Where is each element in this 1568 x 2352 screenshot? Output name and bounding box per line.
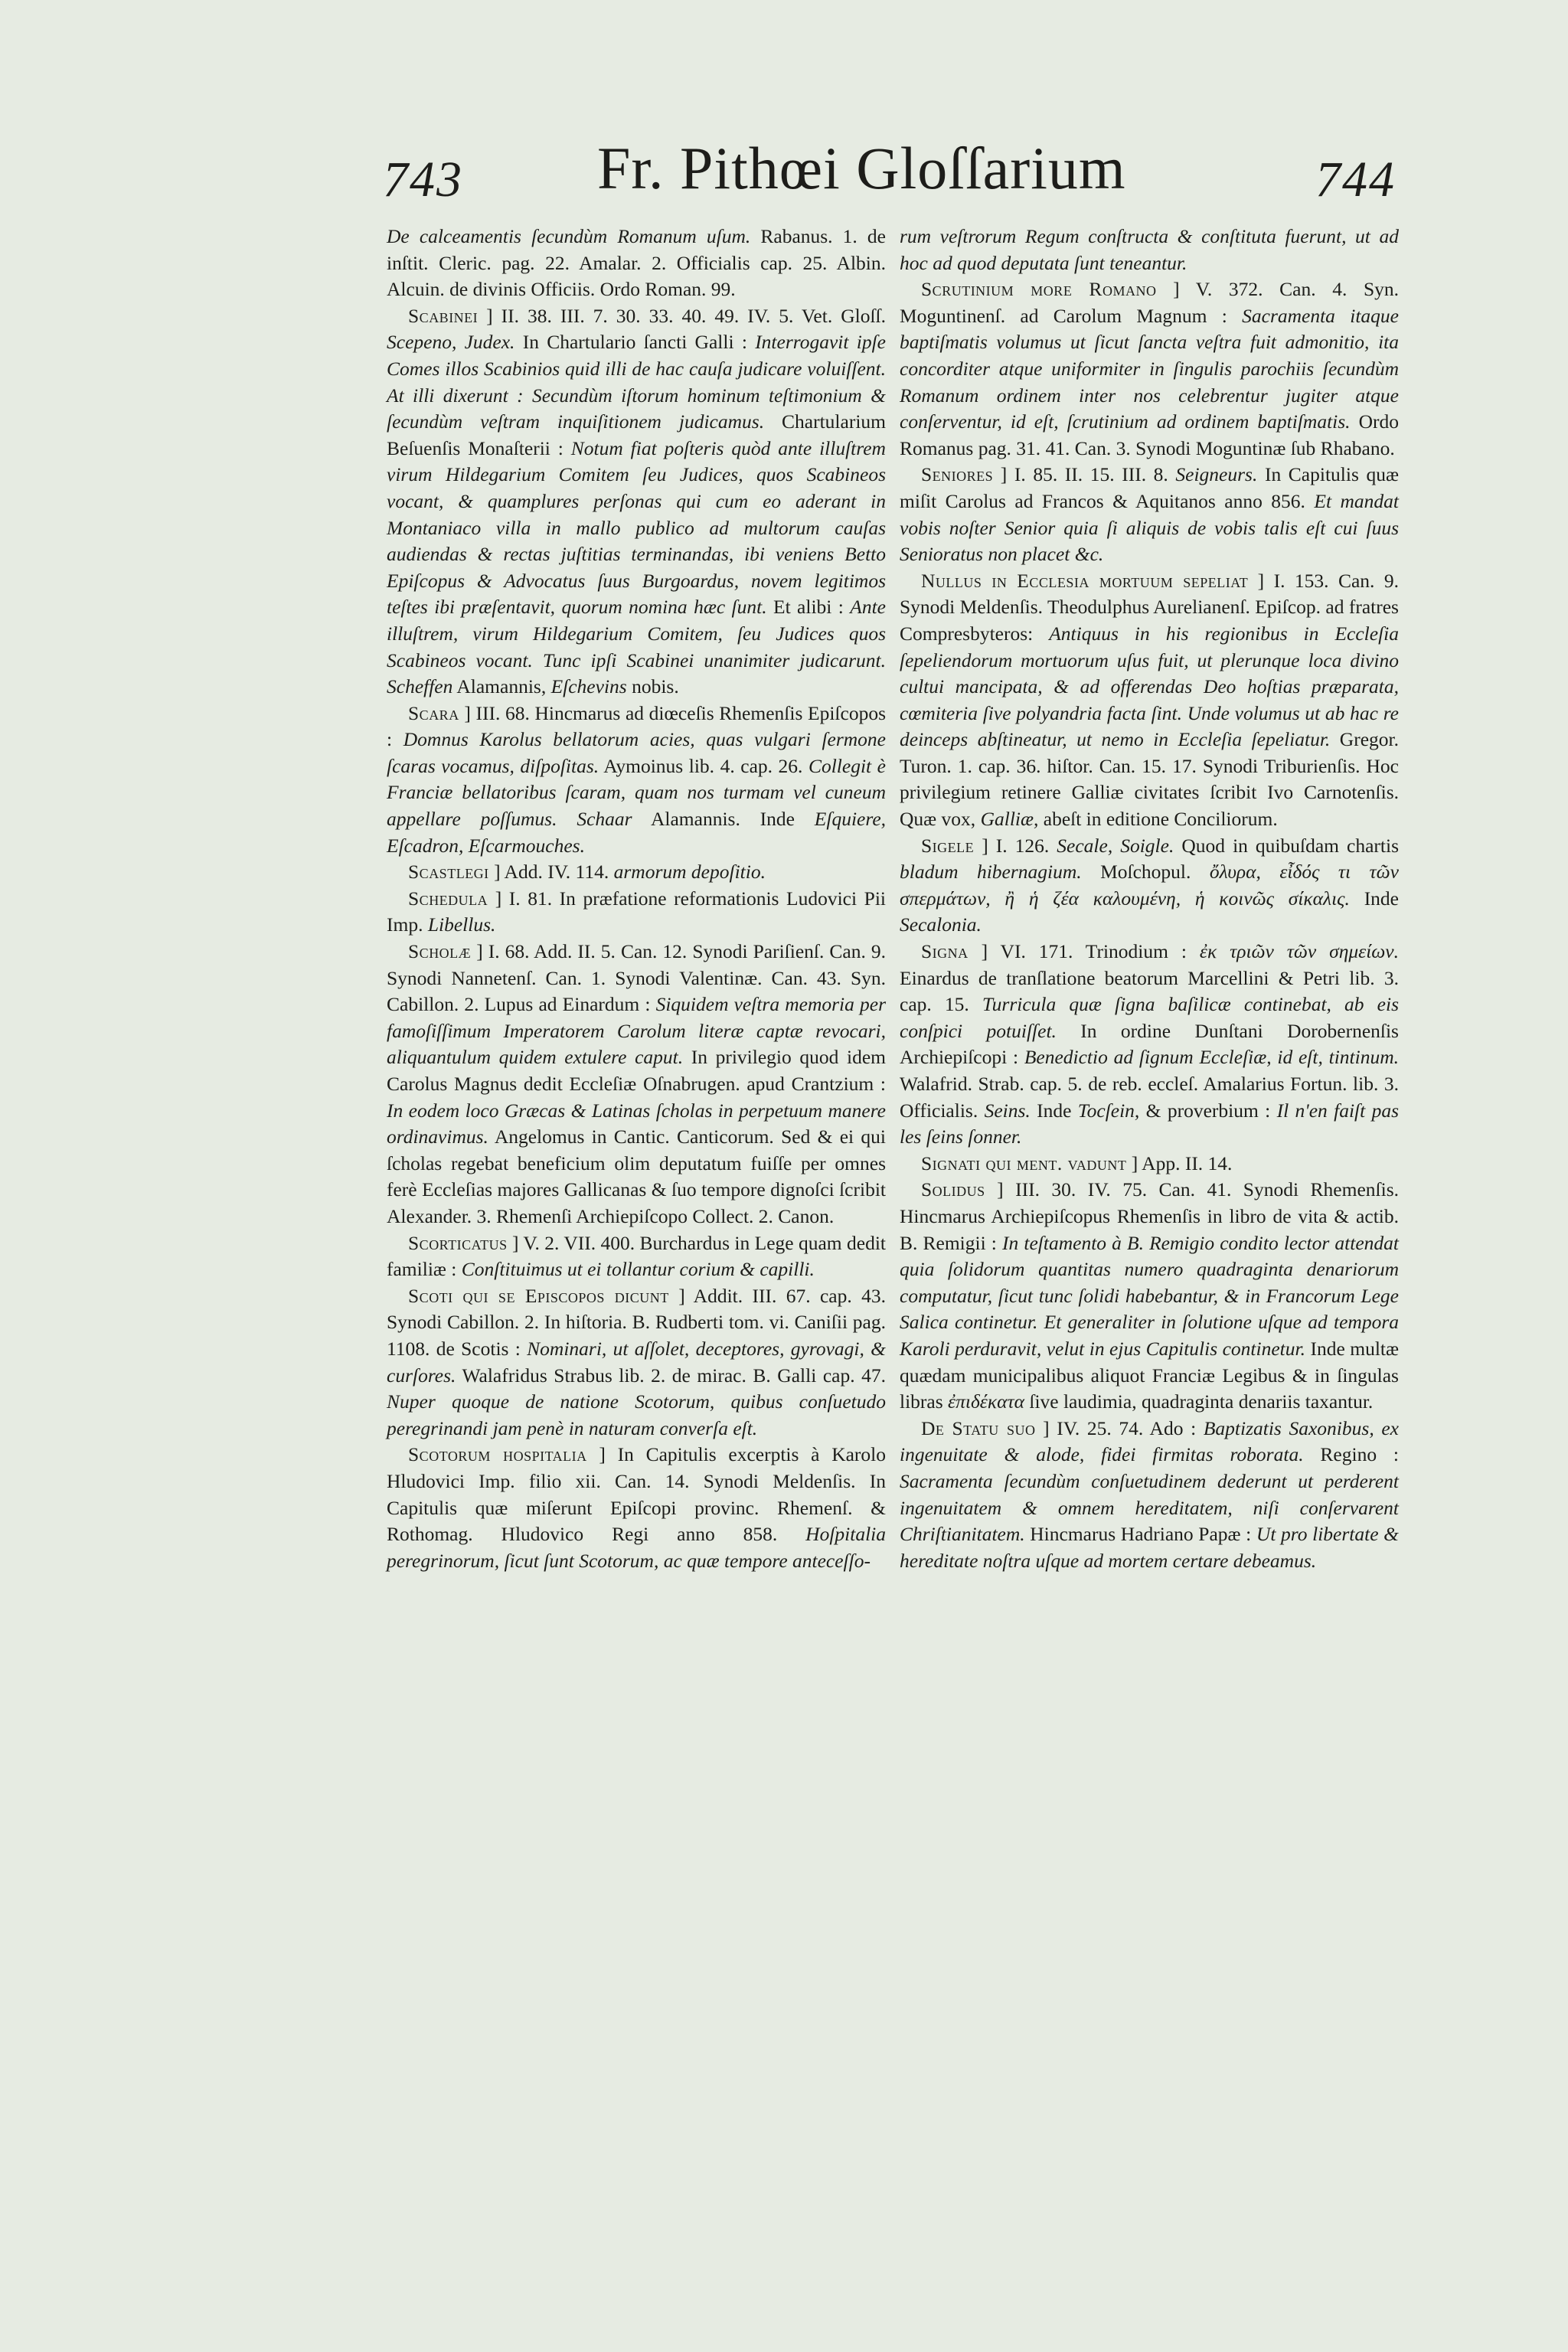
reference-text: Walafridus Strabus lib. 2. de mirac. B. Galli cap. 47. (456, 1364, 886, 1387)
quotation-text: Notum fiat poſteris quòd ante illuſtrem virum Hildegarium Comitem ſeu Judices, quos Scabineos vocant, & quamplures perſonas qui cum eo aderant in Montaniaco villa in mallo publico ad multorum cauſas audiendas & rectas juſtitias terminandas, ibi veniens Betto Epiſcopus & Advocatus ſuus Burgoardus, novem legitimos teſtes ibi præſentavit, quorum nomina hæc ſunt. (387, 436, 886, 619)
reference-text: Walafrid. Strab. cap. 5. de reb. eccleſ. Amalarius Fortun. lib. 3. Officialis. (900, 1073, 1399, 1122)
reference-text: ] App. II. 14. (1126, 1152, 1233, 1174)
reference-text: In ordine Dunſtani Dorobernenſis Archiepiſcopi : (900, 1019, 1399, 1069)
quotation-text: Hoſpitalia peregrinorum, ſicut ſunt Scotorum, ac quæ tempore anteceſſo- (387, 1523, 886, 1572)
reference-text: Alamannis. Inde (632, 808, 815, 831)
glossary-entry (387, 1230, 886, 1283)
quotation-text: Domnus Karolus bellatorum acies, quas vulgari ſermone ſcaras vocamus, diſpoſitas. (387, 728, 886, 777)
reference-text: ] In Capitulis excerptis à Karolo Hludovici Imp. filio xii. Can. 14. Synodi Meldenſis. In Capitulis quæ miſerunt Epiſcopi provinc. Rhemenſ. & Rothomag. Hludovico Regi anno 858. (387, 1443, 886, 1546)
reference-text: Hincmarus Hadriano Papæ : (1024, 1523, 1256, 1546)
glossary-entry (900, 1416, 1399, 1575)
entry-headword: Seniores (921, 463, 994, 486)
glossary-entry (387, 701, 886, 860)
quotation-text: Siquidem veſtra memoria per famoſiſſimum Imperatorem Carolum literæ captæ revocari, aliquantulum quidem extulere caput. (387, 993, 886, 1069)
quotation-text: Eſquiere, Eſcadron, Eſcarmouches. (387, 808, 887, 857)
entry-headword: Scholæ (408, 940, 472, 963)
entry-headword: Scara (408, 701, 459, 724)
reference-text: ] VI. 171. Trinodium : (968, 940, 1200, 963)
reference-text: Einardus de tranſlatione beatorum Marcellini & Petri lib. 3. cap. 15. (900, 966, 1399, 1016)
reference-text: ] Add. IV. 114. (488, 861, 614, 884)
reference-text: ] III. 68. Hincmarus ad diœceſis Rhemenſis Epiſcopos : (387, 701, 886, 751)
quotation-text: ἐπιδέκατα (948, 1390, 1024, 1413)
quotation-text: Sacramenta ſecundùm conſuetudinem dederunt ut perderent ingenuitatem & omnem hereditatem, niſi conſervarent Chriſtianitatem. (900, 1469, 1399, 1546)
reference-text: ] I. 126. (974, 834, 1057, 857)
reference-text: In privilegio quod idem Carolus Magnus dedit Eccleſiæ Oſnabrugen. apud Crantzium : (387, 1046, 886, 1095)
right-column (900, 224, 1399, 1574)
quotation-text: bladum hibernagium. (900, 861, 1082, 884)
quotation-text: In teſtamento à B. Remigio condito lector attendat quia ſolidorum quantitas numero quadraginta denariorum computatur, ſicut tunc ſolidi habebantur, & in Francorum Lege Salica continetur. Et generaliter in ſolutione uſque ad tempora Karoli perduravit, velut in ejus Capitulis continetur. (900, 1231, 1399, 1360)
entry-continuation (900, 224, 1399, 276)
running-title: Fr. Pithœi Gloſſarium (597, 135, 1126, 201)
reference-text: Quod in quibuſdam chartis (1174, 834, 1400, 857)
page-number-right: 744 (1315, 152, 1396, 207)
left-column (387, 224, 886, 1574)
quotation-text: Seigneurs. (1175, 463, 1258, 486)
glossary-entry (900, 833, 1399, 939)
entry-headword: Scabinei (408, 304, 479, 327)
reference-text: nobis. (626, 675, 679, 698)
reference-text: Aymoinus lib. 4. cap. 26. (599, 754, 808, 777)
quotation-text: Ut pro libertate & hereditate noſtra uſque ad mortem certare debeamus. (900, 1523, 1400, 1572)
reference-text: ] II. 38. III. 7. 30. 33. 40. 49. IV. 5. Vet. Gloſſ. (478, 304, 886, 327)
quotation-text: Scepeno, Judex. (387, 331, 515, 354)
reference-text: In Chartulario ſancti Galli : (514, 331, 756, 354)
glossary-entry (387, 1283, 886, 1442)
quotation-text: Benedictio ad ſignum Eccleſiæ, id eſt, tintinum. (1024, 1046, 1399, 1069)
glossary-entry (387, 303, 886, 701)
glossary-entry (900, 568, 1399, 833)
entry-headword: Solidus (921, 1178, 985, 1201)
glossary-entry (900, 276, 1399, 462)
reference-text: Moſchopul. (1081, 861, 1210, 884)
reference-text: Ordo Romanus pag. 31. 41. Can. 3. Synodi Moguntinæ ſub Rhabano. (900, 410, 1399, 459)
quotation-text: Secalonia. (900, 913, 982, 936)
quotation-text: Scheffen (387, 675, 453, 698)
entry-headword: De Statu suo (921, 1416, 1036, 1439)
quotation-text: Collegit è Franciæ bellatoribus ſcaram, quam nos turmam vel cuneum appellare poſſumus. (387, 754, 886, 831)
reference-text: ] V. 372. Can. 4. Syn. Moguntinenſ. ad Carolum Magnum : (900, 278, 1399, 327)
reference-text: Inde (1030, 1099, 1078, 1122)
reference-text: Angelomus in Cantic. Canticorum. Sed & ei qui ſcholas regebat beneficium olim deputatum fuiſſe per omnes ferè Eccleſias majores Gallicanas & ſuo tempore dignoſci ſcribit Alexander. 3. Rhemenſi Archiepiſcopo Collect. 2. Canon. (387, 1125, 886, 1227)
quotation-text: Galliæ, (980, 808, 1039, 831)
quotation-text: Il n'en faiſt pas les ſeins ſonner. (900, 1099, 1399, 1148)
entry-headword: Signa (921, 940, 969, 963)
entry-headword: Scorticatus (408, 1231, 508, 1254)
entry-headword: Scrutinium more Romano (921, 278, 1157, 301)
glossary-entry (387, 859, 886, 886)
entry-headword: Signati qui ment. vadunt (921, 1152, 1127, 1174)
reference-text: Chartularium Beſuenſis Monaſterii : (387, 410, 886, 459)
reference-text: Gregor. Turon. 1. cap. 36. hiſtor. Can. 15. 17. Synodi Triburienſis. Hoc privilegium retinere Galliæ civitates ſcribit Ivo Carnotenſis. Quæ vox, (900, 728, 1399, 831)
reference-text: ] IV. 25. 74. Ado : (1035, 1416, 1204, 1439)
entry-headword: Scoti qui se Episcopos dicunt (408, 1284, 669, 1307)
entry-headword: Sigele (921, 834, 975, 857)
reference-text: ] I. 68. Add. II. 5. Can. 12. Synodi Pariſienſ. Can. 9. Synodi Nannetenſ. Can. 1. Synodi Valentinæ. Can. 43. Syn. Cabillon. 2. Lupus ad Einardum : (387, 940, 886, 1016)
entry-continuation (387, 224, 886, 303)
reference-text: ] I. 153. Can. 9. Synodi Meldenſis. Theodulphus Aurelianenſ. Epiſcop. ad fratres Compresbyteros: (900, 569, 1399, 645)
reference-text: Rabanus. 1. de inſtit. Cleric. pag. 22. Amalar. 2. Officialis cap. 25. Albin. Alcuin. de divinis Officiis. Ordo Roman. 99. (387, 225, 886, 301)
quotation-text: Tocſein, (1077, 1099, 1140, 1122)
quotation-text: rum veſtrorum Regum conſtructa & conſtituta fuerunt, ut ad hoc ad quod deputata ſunt teneantur. (900, 225, 1399, 274)
reference-text: Inde (1349, 887, 1399, 910)
reference-text: & proverbium : (1139, 1099, 1277, 1122)
quotation-text: Secale, Soigle. (1057, 834, 1174, 857)
reference-text: In Capitulis quæ miſit Carolus ad Francos & Aquitanos anno 856. (900, 463, 1399, 512)
quotation-text: Conſtituimus ut ei tollantur corium & capilli. (461, 1258, 815, 1281)
reference-text: Et alibi : (766, 596, 851, 619)
quotation-text: Antiquus in his regionibus in Eccleſia ſepeliendorum mortuorum uſus fuit, ut plerunque loca divino cultui mancipata, & ad offerendas Deo hoſtias præparata, cœmiteria ſive polyandria facta ſint. Unde volumus ut ab hac re deinceps abſtineatur, ut nemo in Eccleſia ſepeliatur. (900, 622, 1399, 751)
reference-text: ſive laudimia, quadraginta denariis taxantur. (1024, 1390, 1374, 1413)
page-number-left: 743 (383, 152, 463, 207)
reference-text: Inde multæ quædam municipalibus aliquot Franciæ Legibus & in ſingulas libras (900, 1337, 1399, 1413)
quotation-text: Baptizatis Saxonibus, ex ingenuitate & alode, fidei firmitas roborata. (900, 1416, 1399, 1466)
reference-text: Alamannis, (452, 675, 551, 698)
reference-text (557, 808, 577, 830)
quotation-text: Sacramenta itaque baptiſmatis volumus ut ſicut ſancta veſtra fuit admonitio, ita concorditer atque uniformiter in ſingulis parochiis ſecundùm Romanum ordinem inter nos celebrentur jugiter atque conſerventur, id eſt, ſcrutinium ad ordinem baptiſmatis. (900, 304, 1399, 433)
entry-headword: Scotorum hospitalia (408, 1443, 587, 1466)
reference-text: ] V. 2. VII. 400. Burchardus in Lege quam dedit familiæ : (387, 1231, 886, 1281)
glossary-entry (387, 886, 886, 939)
quotation-text: Seins. (984, 1099, 1031, 1122)
glossary-entry (900, 462, 1399, 567)
glossary-entry (900, 1177, 1399, 1415)
reference-text: ] I. 85. II. 15. III. 8. (993, 463, 1176, 486)
entry-headword: Nullus in Ecclesia mortuum sepeliat (921, 569, 1249, 592)
reference-text: ] III. 30. IV. 75. Can. 41. Synodi Rhemenſis. Hincmarus Archiepiſcopus Rhemenſis in libro de vita & actib. B. Remigii : (900, 1178, 1399, 1254)
quotation-text: ἐκ τριῶν τῶν σημείων. (1199, 940, 1399, 963)
reference-text: ] Addit. III. 67. cap. 43. Synodi Cabillon. 2. In hiſtoria. B. Rudberti tom. vi. Caniſii pag. 1108. de Scotis : (387, 1284, 886, 1360)
quotation-text: Interrogavit ipſe Comes illos Scabinios quid illi de hac cauſa judicare voluiſſent. At illi dixerunt : Secundùm iſtorum hominum teſtimonium & ſecundùm veſtram inquiſitionem judicamus. (387, 331, 886, 433)
quotation-text: In eodem loco Græcas & Latinas ſcholas in perpetuum manere ordinavimus. (387, 1099, 886, 1148)
quotation-text: Turricula quæ ſigna baſilicæ continebat, ab eis conſpici potuiſſet. (900, 993, 1399, 1042)
glossary-entry (387, 939, 886, 1230)
quotation-text: Nominari, ut aſſolet, deceptores, gyrovagi, & curſores. (387, 1337, 886, 1387)
quotation-text: armorum depoſitio. (613, 861, 766, 884)
glossary-entry (900, 939, 1399, 1151)
reference-text: ] I. 81. In præfatione reformationis Ludovici Pii Imp. (387, 887, 886, 936)
quotation-text: Schaar (577, 808, 632, 831)
quotation-text: ὄλυρα, εἶδός τι τῶν σπερμάτων, ἢ ἡ ζέα καλουμένη, ἡ κοινῶς σίκαλις. (900, 861, 1399, 910)
reference-text: abeſt in editione Conciliorum. (1038, 808, 1278, 831)
quotation-text: Et mandat vobis noſter Senior quia ſi aliquis de vobis talis eſt cui ſuus Senioratus non placet &c. (900, 489, 1399, 566)
quotation-text: De calceamentis ſecundùm Romanum uſum. (387, 225, 751, 247)
glossary-entry (900, 1151, 1399, 1178)
entry-headword: Scastlegi (408, 861, 489, 884)
reference-text: Regino : (1303, 1443, 1400, 1466)
glossary-entry (387, 1442, 886, 1574)
quotation-text: Ante illuſtrem, virum Hildegarium Comitem, ſeu Judices quos Scabineos vocant. Tunc ipſi Scabinei unanimiter judicarunt. (387, 596, 886, 671)
quotation-text: Nuper quoque de natione Scotorum, quibus conſuetudo peregrinandi jam penè in naturam converſa eſt. (387, 1390, 886, 1439)
quotation-text: Libellus. (427, 913, 496, 936)
quotation-text: Eſchevins (550, 675, 627, 698)
running-header (0, 134, 1568, 218)
entry-headword: Schedula (408, 887, 488, 910)
